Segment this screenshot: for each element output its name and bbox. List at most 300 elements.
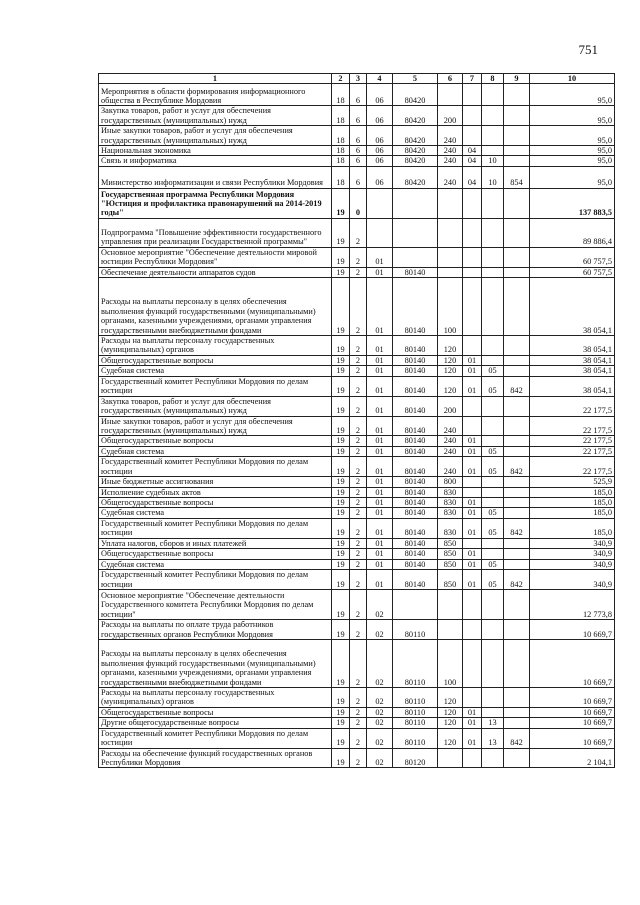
code-cell-c4: 01: [367, 497, 393, 507]
code-cell-c9: [504, 508, 530, 518]
code-cell-c4: 06: [367, 146, 393, 156]
code-cell-c7: 01: [463, 549, 482, 559]
code-cell-c2: 18: [332, 126, 350, 146]
code-cell-c8: [482, 619, 504, 639]
code-cell-c9: [504, 477, 530, 487]
row-name-cell: Национальная экономика: [99, 146, 332, 156]
code-cell-c10: 137 883,5: [530, 188, 615, 218]
code-cell-c2: 19: [332, 247, 350, 267]
table-row: [99, 748, 615, 768]
code-cell-c6: 240: [438, 436, 463, 446]
code-cell-c7: [463, 416, 482, 436]
code-cell-c5: 80140: [393, 549, 438, 559]
code-cell-c3: 2: [350, 355, 367, 365]
code-cell-c3: 0: [350, 188, 367, 218]
code-cell-c3: 2: [350, 218, 367, 247]
code-cell-c2: 19: [332, 336, 350, 356]
code-cell-c3: 2: [350, 569, 367, 589]
code-cell-c9: [504, 416, 530, 436]
code-cell-c8: [482, 267, 504, 277]
code-cell-c10: 185,0: [530, 508, 615, 518]
code-cell-c3: 2: [350, 538, 367, 548]
code-cell-c5: 80110: [393, 728, 438, 748]
row-name-cell: Общегосударственные вопросы: [99, 436, 332, 446]
code-cell-c7: [463, 126, 482, 146]
code-cell-c5: 80140: [393, 446, 438, 456]
code-cell-c9: 842: [504, 457, 530, 477]
code-cell-c9: [504, 355, 530, 365]
row-name-cell: Расходы на выплаты персоналу в целях обеспечения выполнения функций государственными (муниципальными) органами, казенными учреждениями, органами управления государственными внебюджетными фондами: [99, 639, 332, 687]
code-cell-c6: 830: [438, 518, 463, 538]
table-row: [99, 569, 615, 589]
code-cell-c2: 19: [332, 267, 350, 277]
code-cell-c4: 01: [367, 477, 393, 487]
code-cell-c8: [482, 84, 504, 106]
code-cell-c2: 19: [332, 718, 350, 728]
code-cell-c10: 185,0: [530, 497, 615, 507]
code-cell-c2: 19: [332, 559, 350, 569]
code-cell-c5: 80140: [393, 416, 438, 436]
header-cell: 6: [438, 74, 463, 84]
code-cell-c7: 01: [463, 718, 482, 728]
code-cell-c3: 2: [350, 728, 367, 748]
code-cell-c7: [463, 748, 482, 768]
code-cell-c8: [482, 748, 504, 768]
row-name-cell: Государственный комитет Республики Мордовия по делам юстиции: [99, 569, 332, 589]
code-cell-c2: 19: [332, 518, 350, 538]
code-cell-c7: 04: [463, 146, 482, 156]
code-cell-c6: 120: [438, 336, 463, 356]
table-row: [99, 477, 615, 487]
code-cell-c6: 200: [438, 396, 463, 416]
table-row: [99, 707, 615, 717]
code-cell-c2: 19: [332, 639, 350, 687]
code-cell-c4: 01: [367, 559, 393, 569]
code-cell-c9: [504, 188, 530, 218]
code-cell-c10: 2 104,1: [530, 748, 615, 768]
code-cell-c5: [393, 589, 438, 619]
code-cell-c7: 01: [463, 559, 482, 569]
code-cell-c9: [504, 707, 530, 717]
code-cell-c5: 80110: [393, 639, 438, 687]
code-cell-c10: 10 669,7: [530, 687, 615, 707]
code-cell-c9: 842: [504, 728, 530, 748]
row-name-cell: Государственный комитет Республики Мордовия по делам юстиции: [99, 376, 332, 396]
code-cell-c7: 01: [463, 508, 482, 518]
code-cell-c4: 01: [367, 278, 393, 336]
row-name-cell: Расходы на выплаты персоналу государственных (муниципальных) органов: [99, 336, 332, 356]
code-cell-c7: 01: [463, 497, 482, 507]
code-cell-c2: 19: [332, 457, 350, 477]
code-cell-c8: [482, 497, 504, 507]
code-cell-c10: 22 177,5: [530, 436, 615, 446]
code-cell-c8: 05: [482, 518, 504, 538]
code-cell-c10: 340,9: [530, 559, 615, 569]
code-cell-c9: [504, 247, 530, 267]
code-cell-c4: 01: [367, 457, 393, 477]
code-cell-c3: 2: [350, 639, 367, 687]
row-name-cell: Расходы на выплаты персоналу государственных (муниципальных) органов: [99, 687, 332, 707]
table-row: [99, 718, 615, 728]
code-cell-c8: 05: [482, 559, 504, 569]
code-cell-c10: 38 054,1: [530, 336, 615, 356]
code-cell-c5: 80140: [393, 518, 438, 538]
table-row: [99, 589, 615, 619]
code-cell-c4: 01: [367, 538, 393, 548]
code-cell-c9: 854: [504, 166, 530, 188]
code-cell-c4: 02: [367, 748, 393, 768]
code-cell-c8: [482, 639, 504, 687]
table-row: [99, 728, 615, 748]
code-cell-c7: 04: [463, 166, 482, 188]
code-cell-c3: 2: [350, 619, 367, 639]
table-row: [99, 156, 615, 166]
header-cell: 3: [350, 74, 367, 84]
code-cell-c2: 19: [332, 188, 350, 218]
code-cell-c9: 842: [504, 376, 530, 396]
code-cell-c3: 2: [350, 518, 367, 538]
code-cell-c8: 10: [482, 156, 504, 166]
table-row: [99, 355, 615, 365]
code-cell-c4: 06: [367, 126, 393, 146]
code-cell-c3: 2: [350, 497, 367, 507]
code-cell-c9: [504, 218, 530, 247]
code-cell-c5: 80420: [393, 106, 438, 126]
code-cell-c7: 01: [463, 436, 482, 446]
table-row: [99, 549, 615, 559]
code-cell-c8: [482, 549, 504, 559]
code-cell-c10: 185,0: [530, 487, 615, 497]
code-cell-c6: 120: [438, 728, 463, 748]
code-cell-c8: [482, 355, 504, 365]
code-cell-c5: [393, 247, 438, 267]
table-row: [99, 278, 615, 336]
code-cell-c5: 80140: [393, 366, 438, 376]
table-row: [99, 639, 615, 687]
code-cell-c7: [463, 267, 482, 277]
code-cell-c2: 19: [332, 355, 350, 365]
code-cell-c2: 19: [332, 538, 350, 548]
code-cell-c4: 01: [367, 416, 393, 436]
code-cell-c8: 10: [482, 166, 504, 188]
code-cell-c7: [463, 396, 482, 416]
code-cell-c7: 01: [463, 728, 482, 748]
code-cell-c7: 01: [463, 376, 482, 396]
code-cell-c2: 19: [332, 446, 350, 456]
code-cell-c10: 340,9: [530, 538, 615, 548]
code-cell-c2: 19: [332, 416, 350, 436]
code-cell-c7: 01: [463, 707, 482, 717]
code-cell-c7: 04: [463, 156, 482, 166]
code-cell-c2: 19: [332, 549, 350, 559]
code-cell-c4: 02: [367, 639, 393, 687]
code-cell-c6: [438, 589, 463, 619]
budget-table: [98, 73, 615, 768]
code-cell-c3: 6: [350, 84, 367, 106]
table-row: [99, 559, 615, 569]
code-cell-c8: [482, 278, 504, 336]
row-name-cell: Иные закупки товаров, работ и услуг для обеспечения государственных (муниципальных) нужд: [99, 416, 332, 436]
table-row: [99, 188, 615, 218]
code-cell-c8: [482, 247, 504, 267]
code-cell-c10: 340,9: [530, 569, 615, 589]
code-cell-c9: [504, 156, 530, 166]
code-cell-c9: [504, 639, 530, 687]
code-cell-c9: [504, 146, 530, 156]
code-cell-c5: 80110: [393, 619, 438, 639]
code-cell-c10: 10 669,7: [530, 718, 615, 728]
code-cell-c7: 01: [463, 457, 482, 477]
code-cell-c6: [438, 218, 463, 247]
code-cell-c9: [504, 589, 530, 619]
code-cell-c8: 13: [482, 718, 504, 728]
code-cell-c6: 850: [438, 559, 463, 569]
table-row: [99, 166, 615, 188]
code-cell-c4: 01: [367, 569, 393, 589]
code-cell-c5: 80140: [393, 457, 438, 477]
code-cell-c6: 100: [438, 278, 463, 336]
code-cell-c9: [504, 487, 530, 497]
code-cell-c3: 6: [350, 146, 367, 156]
code-cell-c5: 80140: [393, 396, 438, 416]
code-cell-c2: 19: [332, 687, 350, 707]
row-name-cell: Государственный комитет Республики Мордовия по делам юстиции: [99, 457, 332, 477]
code-cell-c9: 842: [504, 518, 530, 538]
code-cell-c9: [504, 126, 530, 146]
code-cell-c6: 850: [438, 538, 463, 548]
code-cell-c6: 830: [438, 497, 463, 507]
code-cell-c10: 22 177,5: [530, 446, 615, 456]
code-cell-c7: 01: [463, 518, 482, 538]
code-cell-c7: [463, 84, 482, 106]
code-cell-c9: [504, 446, 530, 456]
header-cell: 10: [530, 74, 615, 84]
header-cell: 2: [332, 74, 350, 84]
code-cell-c6: 240: [438, 126, 463, 146]
row-name-cell: Общегосударственные вопросы: [99, 497, 332, 507]
code-cell-c6: [438, 748, 463, 768]
code-cell-c7: [463, 336, 482, 356]
code-cell-c4: 01: [367, 355, 393, 365]
code-cell-c2: 19: [332, 707, 350, 717]
code-cell-c6: 200: [438, 106, 463, 126]
code-cell-c9: [504, 106, 530, 126]
table-row: [99, 416, 615, 436]
code-cell-c4: [367, 188, 393, 218]
code-cell-c6: 120: [438, 707, 463, 717]
code-cell-c5: 80140: [393, 487, 438, 497]
code-cell-c5: 80140: [393, 508, 438, 518]
row-name-cell: Государственный комитет Республики Мордовия по делам юстиции: [99, 518, 332, 538]
code-cell-c4: 01: [367, 267, 393, 277]
row-name-cell: Министерство информатизации и связи Республики Мордовия: [99, 166, 332, 188]
code-cell-c4: 01: [367, 508, 393, 518]
row-name-cell: Судебная система: [99, 366, 332, 376]
row-name-cell: Расходы на обеспечение функций государственных органов Республики Мордовия: [99, 748, 332, 768]
code-cell-c3: 2: [350, 549, 367, 559]
code-cell-c2: 19: [332, 376, 350, 396]
table-row: [99, 508, 615, 518]
code-cell-c3: 2: [350, 508, 367, 518]
code-cell-c6: 240: [438, 166, 463, 188]
code-cell-c8: [482, 538, 504, 548]
code-cell-c5: 80420: [393, 84, 438, 106]
code-cell-c4: 01: [367, 436, 393, 446]
table-row: [99, 446, 615, 456]
code-cell-c4: 02: [367, 687, 393, 707]
code-cell-c8: [482, 477, 504, 487]
code-cell-c9: [504, 84, 530, 106]
table-row: [99, 146, 615, 156]
code-cell-c4: 01: [367, 376, 393, 396]
code-cell-c3: 2: [350, 416, 367, 436]
code-cell-c10: 185,0: [530, 518, 615, 538]
row-name-cell: Общегосударственные вопросы: [99, 355, 332, 365]
code-cell-c7: [463, 538, 482, 548]
code-cell-c4: 01: [367, 518, 393, 538]
code-cell-c8: [482, 436, 504, 446]
table-row: [99, 396, 615, 416]
code-cell-c8: [482, 218, 504, 247]
code-cell-c6: [438, 619, 463, 639]
code-cell-c2: 19: [332, 589, 350, 619]
table-row: [99, 247, 615, 267]
code-cell-c4: 02: [367, 707, 393, 717]
code-cell-c7: [463, 619, 482, 639]
code-cell-c3: 2: [350, 446, 367, 456]
code-cell-c2: 19: [332, 278, 350, 336]
code-cell-c2: 18: [332, 84, 350, 106]
row-name-cell: Иные закупки товаров, работ и услуг для обеспечения государственных (муниципальных) нужд: [99, 126, 332, 146]
code-cell-c6: 120: [438, 376, 463, 396]
code-cell-c5: 80110: [393, 687, 438, 707]
code-cell-c5: 80140: [393, 336, 438, 356]
row-name-cell: Государственный комитет Республики Мордовия по делам юстиции: [99, 728, 332, 748]
header-row: [99, 74, 615, 84]
code-cell-c2: 19: [332, 487, 350, 497]
code-cell-c10: 10 669,7: [530, 639, 615, 687]
code-cell-c7: [463, 188, 482, 218]
code-cell-c3: 2: [350, 376, 367, 396]
code-cell-c4: 01: [367, 366, 393, 376]
code-cell-c3: 2: [350, 457, 367, 477]
code-cell-c9: [504, 619, 530, 639]
code-cell-c9: [504, 336, 530, 356]
code-cell-c5: 80120: [393, 748, 438, 768]
code-cell-c6: 830: [438, 508, 463, 518]
code-cell-c2: 18: [332, 166, 350, 188]
code-cell-c6: 850: [438, 569, 463, 589]
code-cell-c10: 38 054,1: [530, 278, 615, 336]
code-cell-c6: 100: [438, 639, 463, 687]
code-cell-c2: 19: [332, 436, 350, 446]
code-cell-c4: 06: [367, 156, 393, 166]
code-cell-c8: [482, 336, 504, 356]
code-cell-c5: 80420: [393, 126, 438, 146]
code-cell-c7: 01: [463, 355, 482, 365]
header-cell: 8: [482, 74, 504, 84]
table-row: [99, 376, 615, 396]
code-cell-c10: 95,0: [530, 84, 615, 106]
page-number: 751: [578, 42, 598, 57]
code-cell-c7: [463, 687, 482, 707]
table-body: [99, 84, 615, 768]
code-cell-c2: 19: [332, 218, 350, 247]
code-cell-c3: 2: [350, 396, 367, 416]
code-cell-c6: 240: [438, 446, 463, 456]
code-cell-c6: [438, 84, 463, 106]
code-cell-c10: 95,0: [530, 146, 615, 156]
code-cell-c3: 2: [350, 267, 367, 277]
code-cell-c5: 80110: [393, 718, 438, 728]
code-cell-c10: 22 177,5: [530, 457, 615, 477]
row-name-cell: Государственная программа Республики Мордовия "Юстиция и профилактика правонарушений на 2014-2019 годы": [99, 188, 332, 218]
code-cell-c2: 19: [332, 497, 350, 507]
code-cell-c7: [463, 487, 482, 497]
code-cell-c4: [367, 218, 393, 247]
row-name-cell: Уплата налогов, сборов и иных платежей: [99, 538, 332, 548]
table-row: [99, 106, 615, 126]
code-cell-c2: 19: [332, 569, 350, 589]
code-cell-c3: 2: [350, 589, 367, 619]
table-row: [99, 457, 615, 477]
code-cell-c2: 19: [332, 619, 350, 639]
code-cell-c8: [482, 188, 504, 218]
code-cell-c3: 2: [350, 278, 367, 336]
row-name-cell: Иные бюджетные ассигнования: [99, 477, 332, 487]
row-name-cell: Подпрограмма "Повышение эффективности государственного управления при реализации Государственной программы": [99, 218, 332, 247]
code-cell-c10: 22 177,5: [530, 396, 615, 416]
code-cell-c9: [504, 748, 530, 768]
code-cell-c5: 80140: [393, 559, 438, 569]
code-cell-c6: 120: [438, 355, 463, 365]
code-cell-c10: 10 669,7: [530, 728, 615, 748]
code-cell-c6: 240: [438, 416, 463, 436]
code-cell-c10: 10 669,7: [530, 619, 615, 639]
code-cell-c2: 18: [332, 106, 350, 126]
code-cell-c6: 240: [438, 156, 463, 166]
code-cell-c7: [463, 477, 482, 487]
code-cell-c5: 80420: [393, 166, 438, 188]
code-cell-c6: 120: [438, 366, 463, 376]
code-cell-c5: 80140: [393, 267, 438, 277]
table-row: [99, 497, 615, 507]
row-name-cell: Расходы на выплаты по оплате труда работников государственных органов Республики Мордовия: [99, 619, 332, 639]
code-cell-c3: 2: [350, 366, 367, 376]
code-cell-c2: 19: [332, 477, 350, 487]
code-cell-c7: 01: [463, 366, 482, 376]
code-cell-c3: 2: [350, 477, 367, 487]
row-name-cell: Исполнение судебных актов: [99, 487, 332, 497]
code-cell-c2: 19: [332, 396, 350, 416]
code-cell-c9: [504, 278, 530, 336]
code-cell-c4: 02: [367, 619, 393, 639]
code-cell-c4: 01: [367, 396, 393, 416]
row-name-cell: Закупка товаров, работ и услуг для обеспечения государственных (муниципальных) нужд: [99, 106, 332, 126]
code-cell-c5: 80140: [393, 376, 438, 396]
code-cell-c3: 2: [350, 436, 367, 446]
code-cell-c5: 80420: [393, 156, 438, 166]
code-cell-c9: [504, 559, 530, 569]
code-cell-c9: [504, 497, 530, 507]
code-cell-c3: 2: [350, 336, 367, 356]
code-cell-c7: [463, 218, 482, 247]
table-row: [99, 538, 615, 548]
code-cell-c6: 120: [438, 718, 463, 728]
code-cell-c3: 2: [350, 687, 367, 707]
code-cell-c3: 2: [350, 718, 367, 728]
row-name-cell: Закупка товаров, работ и услуг для обеспечения государственных (муниципальных) нужд: [99, 396, 332, 416]
